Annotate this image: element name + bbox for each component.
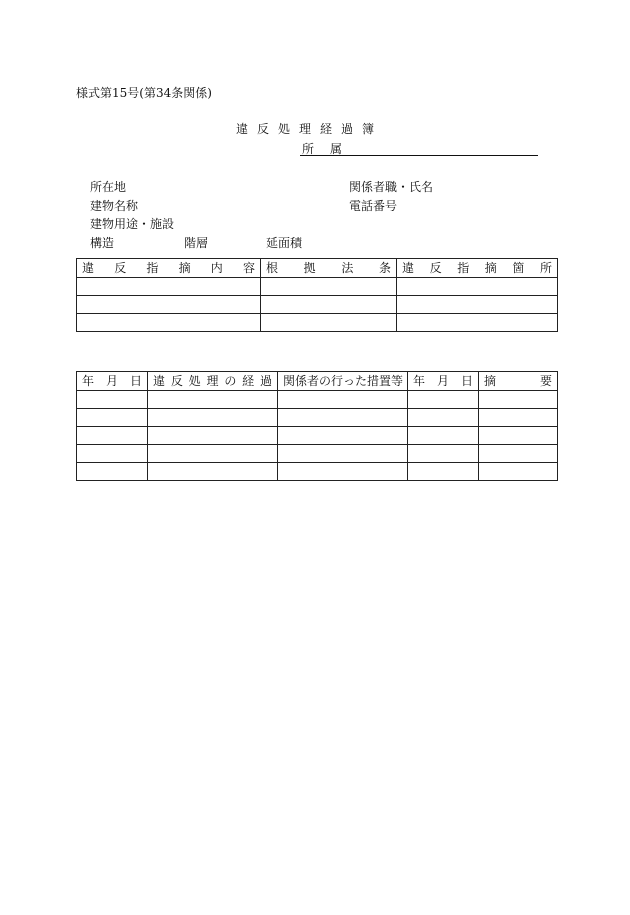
header-label [413, 373, 473, 390]
header-label [283, 373, 402, 390]
header-char: 摘 [484, 260, 497, 275]
blank-cell[interactable] [148, 409, 278, 427]
blank-cell[interactable] [148, 445, 278, 463]
header-char: 反 [429, 260, 442, 275]
violations-header-row [77, 259, 558, 278]
field-person-label: 関係者職・氏名 [349, 180, 434, 194]
blank-cell[interactable] [397, 278, 558, 296]
blank-cell[interactable] [479, 427, 558, 445]
blank-cell[interactable] [261, 278, 397, 296]
form-title: 違反処理経過簿 [236, 122, 384, 136]
header-char: 所 [539, 260, 552, 275]
blank-cell[interactable] [77, 296, 261, 314]
table-row [77, 391, 558, 409]
header-label [82, 373, 142, 390]
header-char: 月 [105, 373, 118, 388]
table-row [77, 409, 558, 427]
header-cell [397, 259, 558, 278]
header-char: 反 [114, 260, 127, 275]
form-number: 様式第15号(第34条関係) [76, 86, 212, 100]
header-label [484, 373, 552, 390]
blank-cell[interactable] [408, 427, 479, 445]
header-label [82, 260, 255, 277]
blank-cell[interactable] [479, 463, 558, 481]
header-char: 違 [153, 373, 166, 388]
blank-cell[interactable] [408, 391, 479, 409]
field-phone-label: 電話番号 [349, 199, 398, 213]
field-floor-area-label: 延面積 [266, 236, 303, 250]
header-char: 日 [460, 373, 473, 388]
blank-cell[interactable] [77, 391, 148, 409]
table-row [77, 314, 558, 332]
header-char: 摘 [178, 260, 191, 275]
header-char: 箇 [512, 260, 525, 275]
header-char: 処 [188, 373, 201, 388]
header-label [402, 260, 552, 277]
header-label [266, 260, 391, 277]
table-row [77, 296, 558, 314]
blank-cell[interactable] [278, 409, 408, 427]
field-floors-label: 階層 [184, 236, 209, 250]
affiliation-underline [300, 155, 538, 156]
violations-table [76, 258, 558, 332]
table-row [77, 463, 558, 481]
header-cell [278, 372, 408, 391]
blank-cell[interactable] [479, 409, 558, 427]
header-char: 関係者の行った措置等 [283, 373, 404, 388]
blank-cell[interactable] [408, 445, 479, 463]
table-row [77, 445, 558, 463]
affiliation-label: 所属 [302, 142, 359, 156]
header-char: 違 [82, 260, 95, 275]
header-char: 法 [341, 260, 354, 275]
field-structure-label: 構造 [90, 236, 115, 250]
header-cell [261, 259, 397, 278]
table-row [77, 427, 558, 445]
header-cell [77, 372, 148, 391]
header-cell [479, 372, 558, 391]
field-building-name-label: 建物名称 [90, 199, 139, 213]
table-row [77, 278, 558, 296]
header-char: 違 [402, 260, 415, 275]
header-char: 反 [170, 373, 183, 388]
progress-header-row [77, 372, 558, 391]
blank-cell[interactable] [408, 463, 479, 481]
blank-cell[interactable] [261, 314, 397, 332]
header-cell [408, 372, 479, 391]
header-char: 理 [206, 373, 219, 388]
blank-cell[interactable] [77, 427, 148, 445]
blank-cell[interactable] [278, 445, 408, 463]
blank-cell[interactable] [278, 427, 408, 445]
header-char: 要 [539, 373, 552, 388]
blank-cell[interactable] [77, 409, 148, 427]
header-char: 年 [413, 373, 426, 388]
blank-cell[interactable] [148, 427, 278, 445]
blank-cell[interactable] [479, 445, 558, 463]
progress-table [76, 371, 558, 481]
blank-cell[interactable] [479, 391, 558, 409]
header-char: 摘 [484, 373, 497, 388]
header-char: の [224, 373, 237, 388]
blank-cell[interactable] [77, 314, 261, 332]
blank-cell[interactable] [148, 463, 278, 481]
field-address-label: 所在地 [90, 180, 127, 194]
header-char: 拠 [303, 260, 316, 275]
header-char: 内 [210, 260, 223, 275]
blank-cell[interactable] [408, 409, 479, 427]
header-label [153, 373, 272, 390]
header-char: 経 [242, 373, 255, 388]
header-cell [148, 372, 278, 391]
blank-cell[interactable] [397, 314, 558, 332]
header-char: 年 [82, 373, 95, 388]
header-char: 日 [129, 373, 142, 388]
header-char: 根 [266, 260, 279, 275]
header-char: 月 [436, 373, 449, 388]
blank-cell[interactable] [397, 296, 558, 314]
header-char: 過 [259, 373, 272, 388]
blank-cell[interactable] [261, 296, 397, 314]
blank-cell[interactable] [278, 463, 408, 481]
blank-cell[interactable] [77, 278, 261, 296]
blank-cell[interactable] [77, 445, 148, 463]
header-char: 条 [378, 260, 391, 275]
field-building-use-label: 建物用途・施設 [90, 217, 175, 231]
header-char: 容 [242, 260, 255, 275]
blank-cell[interactable] [278, 391, 408, 409]
header-char: 指 [146, 260, 159, 275]
blank-cell[interactable] [148, 391, 278, 409]
header-char: 指 [457, 260, 470, 275]
header-cell [77, 259, 261, 278]
blank-cell[interactable] [77, 463, 148, 481]
